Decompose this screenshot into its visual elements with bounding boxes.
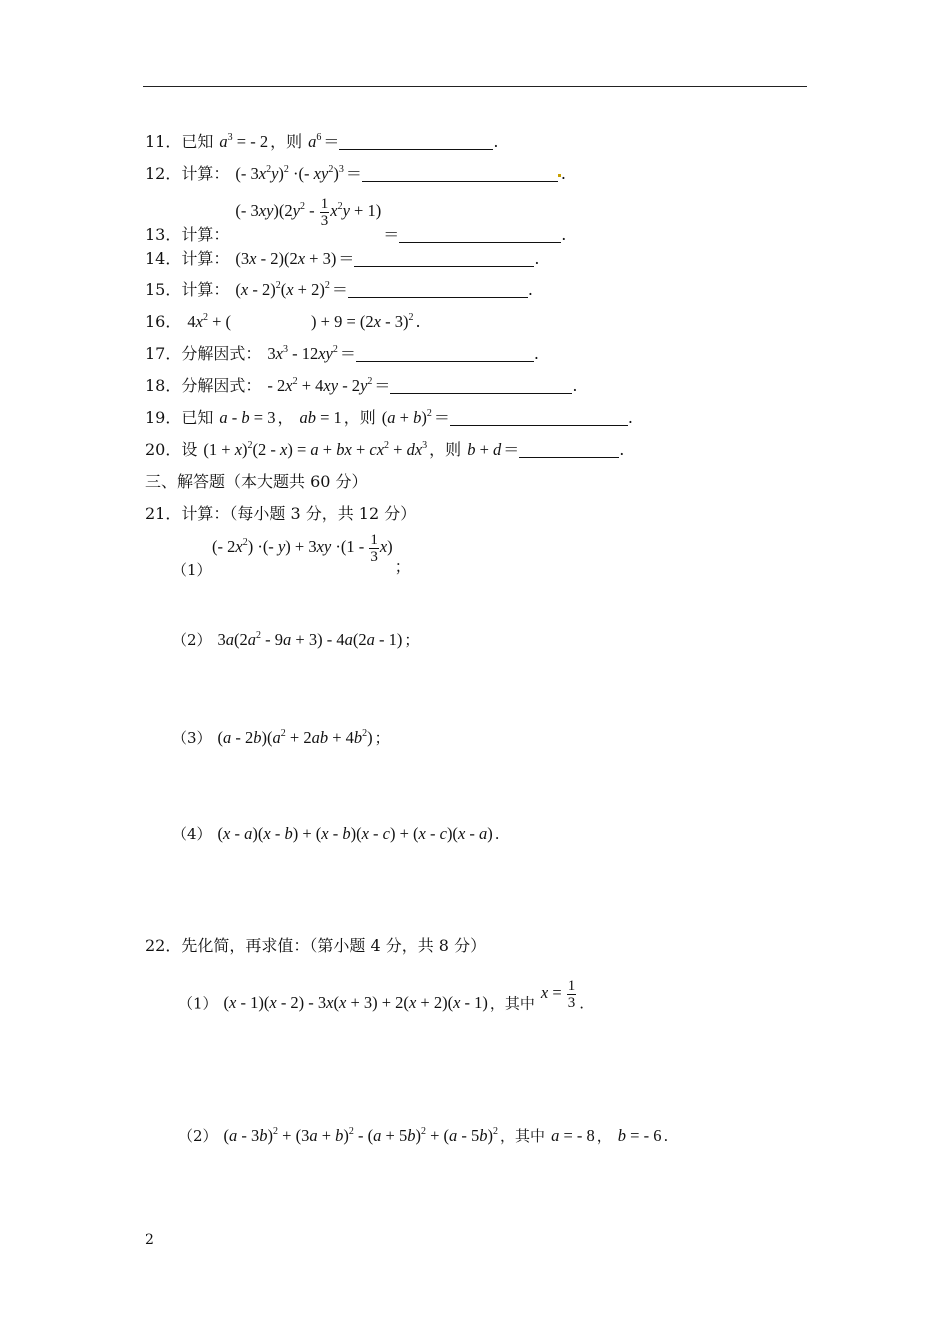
answer-blank[interactable] xyxy=(348,282,528,298)
question-22-title: 22．先化简，再求值：（第小题 4 分，共 8 分） xyxy=(145,936,487,955)
math: (- $3x^2y)^2$ ·(- $xy^2)^3$ xyxy=(235,164,344,183)
math: $(a + b)^2$ xyxy=(381,408,432,427)
question-19: 19．已知 a - b = 3 ， ab = 1 ，则 $(a + b)^2$ ＝ . xyxy=(145,408,633,427)
math: $3x^3 - 12xy^2$ xyxy=(267,344,338,363)
math: - $2x^2 + 4xy - 2y^2$ xyxy=(267,376,373,395)
math: $a^6$ xyxy=(308,132,322,151)
question-21-2: （2） $3a(2a^2 - 9a + 3) - 4a(2a - 1)$ ； xyxy=(172,630,420,649)
answer-blank[interactable] xyxy=(356,346,534,362)
math: x = $\frac{1}{3}$ xyxy=(540,978,576,1011)
math: (x - a)(x - b) + (x - b)(x - c) + (x - c)(x - a) xyxy=(217,824,493,843)
math: $(a - 3b)^2 + (3a + b)^2 - (a + 5b)^2 + (a - 5b)^2$ xyxy=(223,1126,499,1145)
question-22-1: （1） (x - 1)(x - 2) - 3x(x + 3) + 2(x + 2)(x - 1) ，其中x = $\frac{1}{3}$ . xyxy=(178,978,585,1013)
math: $(a - 2b)(a^2 + 2ab + 4b^2)$ xyxy=(217,728,373,747)
answer-blank[interactable] xyxy=(339,134,493,150)
math: (x - 1)(x - 2) - 3x(x + 3) + 2(x + 2)(x - 1) xyxy=(223,993,488,1013)
math: $(x - 2)^2(x + 2)^2$ xyxy=(235,280,330,299)
math: a = - 8 xyxy=(551,1126,595,1145)
header-rule xyxy=(143,86,807,87)
answer-blank[interactable] xyxy=(399,227,561,243)
question-17: 17．分解因式： $3x^3 - 12xy^2$ ＝ . xyxy=(145,344,539,363)
question-22-2: （2） $(a - 3b)^2 + (3a + b)^2 - (a + 5b)^2 + (a - 5b)^2$ ，其中 a = - 8 ， b = - 6 . xyxy=(178,1126,669,1145)
section-title: 三、解答题（本大题共 60 分） xyxy=(145,472,368,491)
question-21-4: （4） (x - a)(x - b) + (x - b)(x - c) + (x - c)(x - a) . xyxy=(172,824,500,843)
question-21-1: （1） xyxy=(172,561,212,579)
question-21-3: （3） $(a - 2b)(a^2 + 2ab + 4b^2)$ ； xyxy=(172,728,390,747)
question-14: 14．计算： (3x - 2)(2x + 3) ＝ . xyxy=(145,249,540,268)
question-21-title: 21．计算：（每小题 3 分，共 12 分） xyxy=(145,504,417,523)
answer-blank[interactable] xyxy=(450,410,628,426)
answer-blank[interactable] xyxy=(362,166,558,182)
question-18: 18．分解因式： - $2x^2 + 4xy - 2y^2$ ＝ . xyxy=(145,376,578,395)
question-11: 11．已知 $a^3$ = - 2 ，则 $a^6$ ＝ . xyxy=(145,132,499,151)
math: ab = 1 xyxy=(299,408,342,427)
math: (- $3xy)(2y^2$ - $\frac{1}{3}$ $x^2y + 1$) xyxy=(235,196,382,229)
math: $3a(2a^2 - 9a + 3) - 4a(2a - 1)$ xyxy=(217,630,403,649)
math: (3x - 2)(2x + 3) xyxy=(235,249,337,268)
math: a - b = 3 xyxy=(219,408,276,427)
page-number: 2 xyxy=(145,1232,154,1248)
math: $4x^2$ + ( ) + 9 = (2x - 3)$^2$ xyxy=(187,312,414,331)
math: $(1 + x)^2(2 - x) = a$ + bx + $cx^2 + dx^3$ xyxy=(203,440,428,459)
math: $a^3$ = - 2 xyxy=(219,132,269,151)
question-20: 20．设 $(1 + x)^2(2 - x) = a$ + bx + $cx^2 + dx^3$ ，则 b + d ＝ . xyxy=(145,440,625,459)
answer-blank[interactable] xyxy=(390,378,572,394)
math: (- $2x^2$) ·(- y) + 3xy ·(1 - $\frac{1}{3}$ x)； xyxy=(212,532,411,577)
math: b = - 6 xyxy=(617,1126,662,1145)
answer-blank[interactable] xyxy=(519,442,619,458)
question-12: 12．计算： (- $3x^2y)^2$ ·(- $xy^2)^3$ ＝ . xyxy=(145,164,566,183)
question-16: 16． $4x^2$ + ( ) + 9 = (2x - 3)$^2$ . xyxy=(145,312,421,331)
question-15: 15．计算： $(x - 2)^2(x + 2)^2$ ＝ . xyxy=(145,280,533,299)
math: b + d xyxy=(467,440,502,459)
answer-blank[interactable] xyxy=(354,251,534,267)
question-13: 13．计算：(- $3xy)(2y^2$ - $\frac{1}{3}$ $x^2y + 1)=$ . xyxy=(145,196,567,245)
